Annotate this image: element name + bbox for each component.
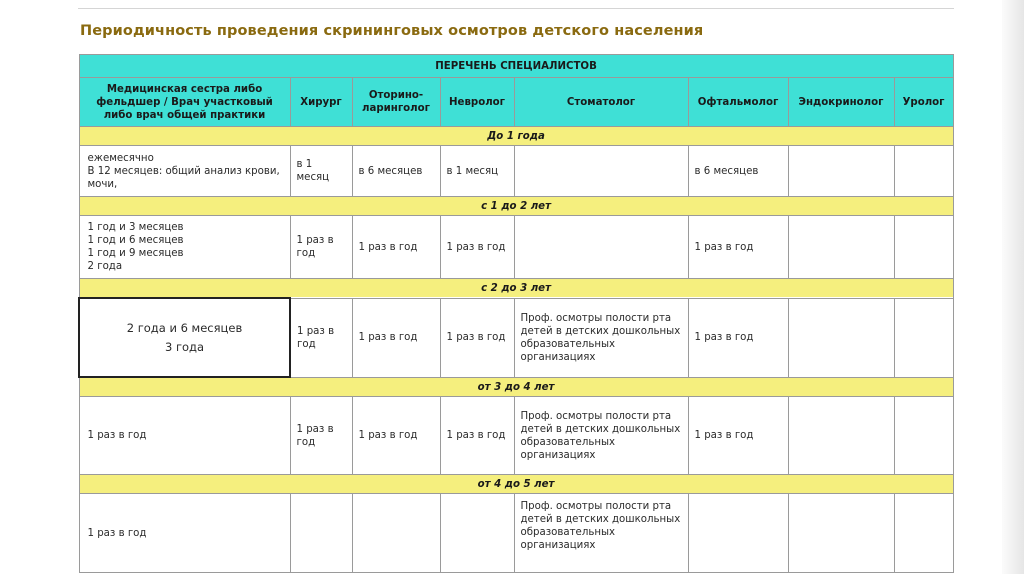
table-cell: [290, 494, 352, 573]
table-cell: в 1 месяц: [440, 146, 514, 197]
age-band-row: [79, 279, 953, 299]
col-header-neurologist: Невролог: [440, 78, 514, 127]
table-cell-highlighted: 2 года и 6 месяцев 3 года: [79, 298, 290, 377]
table-cell: 1 раз в год: [290, 298, 352, 377]
table-cell: [788, 494, 894, 573]
table-cell: 1 раз в год: [352, 397, 440, 475]
table-cell: [688, 494, 788, 573]
screening-schedule-table: [78, 54, 954, 573]
top-rule: [78, 8, 954, 9]
age-band-row: [79, 377, 953, 397]
table-cell: Проф. осмотры полости рта детей в детских дошкольных образовательных организациях: [514, 298, 688, 377]
table-cell: [894, 397, 953, 475]
slide-edge-shadow: [1002, 0, 1024, 574]
table-cell: 1 раз в год: [79, 494, 290, 573]
table-cell: 1 год и 3 месяцев 1 год и 6 месяцев 1 год и 9 месяцев 2 года: [79, 216, 290, 279]
col-header-surgeon: Хирург: [290, 78, 352, 127]
table-cell: [894, 298, 953, 377]
table-cell: [352, 494, 440, 573]
col-header-nurse-physician: Медицинская сестра либо фельдшер / Врач участковый либо врач общей практики: [79, 78, 290, 127]
table-cell: в 6 месяцев: [352, 146, 440, 197]
age-band-row: [79, 475, 953, 494]
age-band-row: [79, 127, 953, 146]
table-row: [79, 494, 953, 573]
table-cell: 1 раз в год: [440, 216, 514, 279]
table-cell: 1 раз в год: [688, 298, 788, 377]
table-cell: [894, 494, 953, 573]
table-cell: [440, 494, 514, 573]
table-row: [79, 216, 953, 279]
table-cell: в 1 месяц: [290, 146, 352, 197]
table-cell: Проф. осмотры полости рта детей в детских дошкольных образовательных организациях: [514, 397, 688, 475]
age-band-label: До 1 года: [79, 127, 953, 146]
age-band-label: с 2 до 3 лет: [79, 279, 953, 299]
table-row: [79, 146, 953, 197]
age-band-label: от 3 до 4 лет: [79, 377, 953, 397]
table-row: [79, 298, 953, 377]
table-cell: 1 раз в год: [688, 397, 788, 475]
table-cell: 1 раз в год: [79, 397, 290, 475]
table-header-row: [79, 55, 953, 78]
table-cell: [788, 298, 894, 377]
table-cell: [788, 397, 894, 475]
table-cell: [514, 216, 688, 279]
columns-header-row: [79, 78, 953, 127]
col-header-endocrinologist: Эндокринолог: [788, 78, 894, 127]
table-cell: 1 раз в год: [290, 397, 352, 475]
table-cell: 1 раз в год: [352, 298, 440, 377]
col-header-dentist: Стоматолог: [514, 78, 688, 127]
table-cell: Проф. осмотры полости рта детей в детских дошкольных образовательных организациях: [514, 494, 688, 573]
table-cell: [894, 146, 953, 197]
table-cell: в 6 месяцев: [688, 146, 788, 197]
col-header-urologist: Уролог: [894, 78, 953, 127]
table-cell: 1 раз в год: [440, 397, 514, 475]
age-band-label: с 1 до 2 лет: [79, 197, 953, 216]
col-header-ent: Оторино- ларинголог: [352, 78, 440, 127]
table-cell: 1 раз в год: [688, 216, 788, 279]
table-cell: [514, 146, 688, 197]
page-title: Периодичность проведения скрининговых осмотров детского населения: [80, 23, 704, 39]
table-cell: 1 раз в год: [440, 298, 514, 377]
table-cell: ежемесячно В 12 месяцев: общий анализ крови, мочи,: [79, 146, 290, 197]
table-cell: [788, 146, 894, 197]
table-row: [79, 397, 953, 475]
table-cell: 1 раз в год: [352, 216, 440, 279]
col-header-ophthalmologist: Офтальмолог: [688, 78, 788, 127]
table-cell: [788, 216, 894, 279]
table-cell: [894, 216, 953, 279]
specialists-header: ПЕРЕЧЕНЬ СПЕЦИАЛИСТОВ: [79, 55, 953, 78]
table-cell: 1 раз в год: [290, 216, 352, 279]
age-band-label: от 4 до 5 лет: [79, 475, 953, 494]
age-band-row: [79, 197, 953, 216]
